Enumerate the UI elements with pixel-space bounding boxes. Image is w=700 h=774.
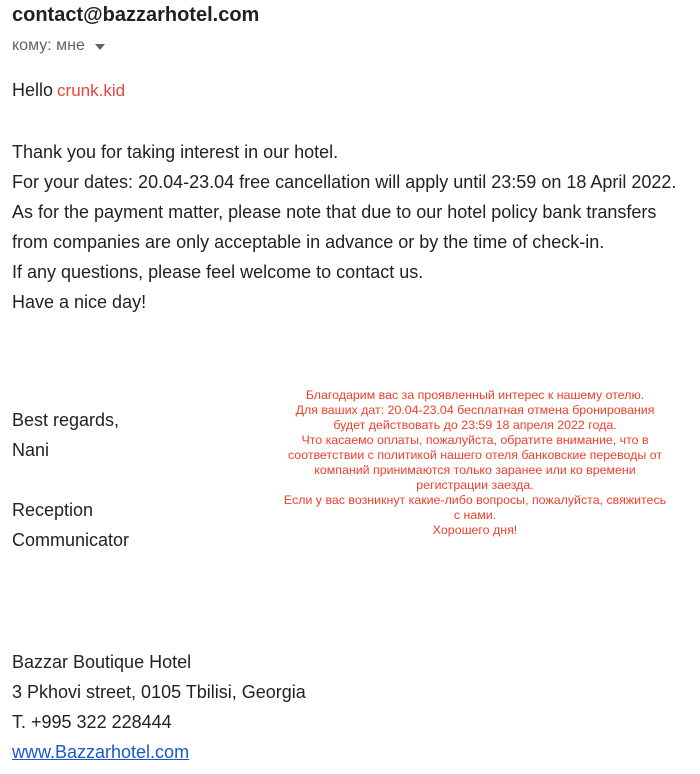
translation-line: Хорошего дня! (432, 523, 518, 537)
translation-overlay (282, 388, 668, 538)
recipient-name: crunk.kid (57, 81, 126, 100)
translation-line: Что касаемо оплаты, пожалуйста, обратите внимание, что в соответствии с политикой нашего отеля банковские переводы от компаний принимаются только заранее или ко времени регистрации заезда. (287, 433, 663, 492)
signature-name: Nani (12, 440, 50, 460)
signature-closing: Best regards, (12, 410, 120, 430)
spacer (12, 465, 129, 495)
body-line: For your dates: 20.04-23.04 free cancellation will apply until 23:59 on 18 April 2022. (12, 172, 677, 192)
hotel-name: Bazzar Boutique Hotel (12, 652, 192, 672)
email-body (12, 137, 692, 317)
recipient-row[interactable] (12, 37, 105, 55)
signature-title-line2: Communicator (12, 530, 130, 550)
translation-line: Для ваших дат: 20.04-23.04 бесплатная отмена бронирования будет действовать до 23:59 18 апреля 2022 года. (295, 403, 655, 432)
body-line: Have a nice day! (12, 292, 147, 312)
signature-title-line1: Reception (12, 500, 94, 520)
recipient-label: кому: мне (12, 37, 85, 54)
translation-line: Благодарим вас за проявленный интерес к нашему отелю. (305, 388, 645, 402)
hotel-website-link[interactable]: www.Bazzarhotel.com (12, 742, 190, 762)
body-line: As for the payment matter, please note that due to our hotel policy bank transfers from companies are only acceptable in advance or by the time of check-in. (12, 202, 657, 252)
greeting-hello: Hello (12, 80, 54, 100)
caret-down-icon[interactable] (95, 44, 105, 50)
body-line: Thank you for taking interest in our hotel. (12, 142, 339, 162)
signature (12, 405, 129, 555)
hotel-phone: T. +995 322 228444 (12, 712, 172, 732)
sender-email[interactable]: contact@bazzarhotel.com (12, 4, 260, 26)
hotel-address: 3 Pkhovi street, 0105 Tbilisi, Georgia (12, 682, 306, 702)
body-line: If any questions, please feel welcome to contact us. (12, 262, 424, 282)
hotel-footer (12, 647, 306, 767)
translation-line: Если у вас возникнут какие-либо вопросы, пожалуйста, свяжитесь с нами. (283, 493, 667, 522)
greeting (12, 80, 125, 101)
